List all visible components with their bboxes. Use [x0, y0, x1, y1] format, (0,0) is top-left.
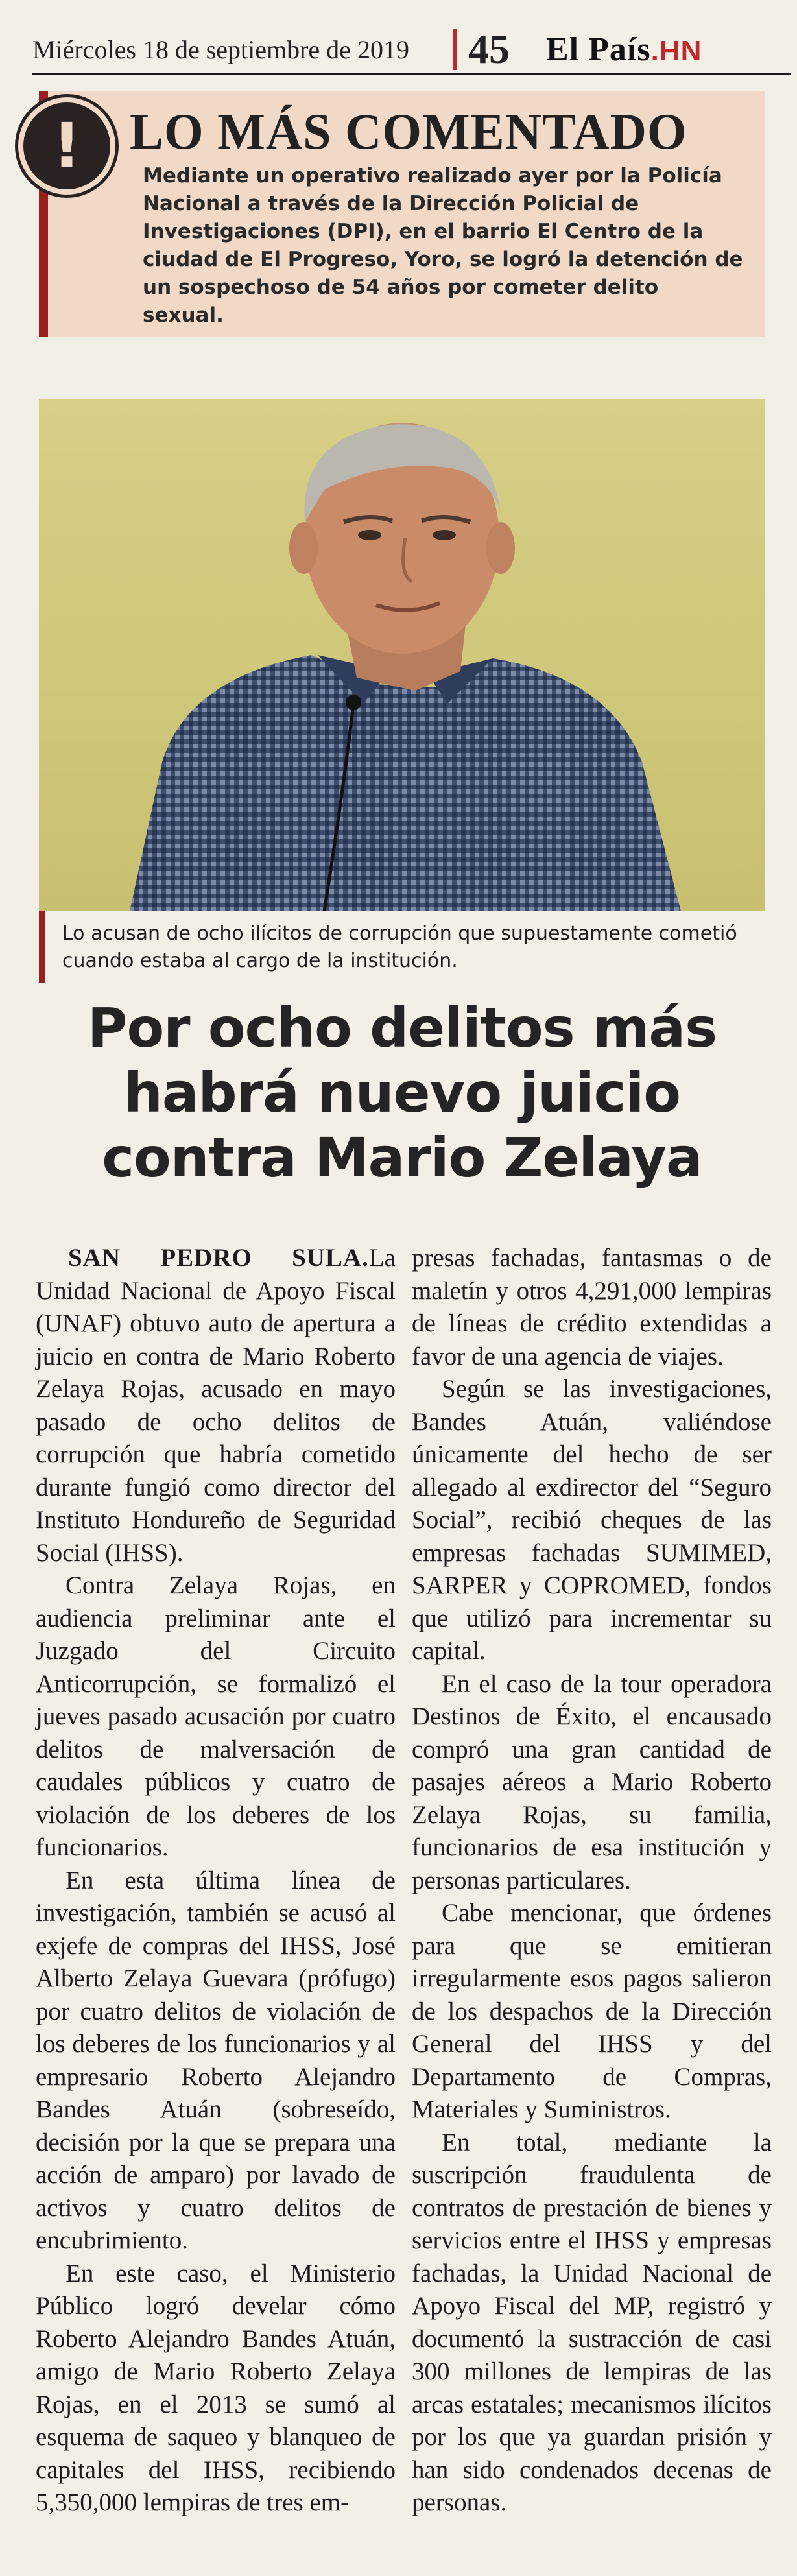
page-number: 45: [468, 26, 510, 72]
brand-logo: [546, 30, 702, 69]
issue-date: Miércoles 18 de septiembre de 2019: [32, 34, 409, 64]
article-column-right: [412, 1242, 772, 2520]
article-headline: Por ocho delitos más habrá nuevo juicio contra Mario Zelaya: [87, 996, 717, 1189]
portrait-illustration: [39, 399, 765, 911]
exclamation-circle-icon: !: [18, 97, 115, 195]
article-column-left: [36, 1242, 396, 2520]
masthead-divider: [453, 29, 457, 70]
article-paragraph: presas fachadas, fantasmas o de maletín y otros 4,291,000 lempiras de líneas de crédito extendidas a favor de una agencia de viajes.: [412, 1244, 772, 1370]
article-paragraph: Cabe mencionar, que órdenes para que se emitieran irregularmente esos pagos salieron de los despachos de la Dirección General del IHSS y del Departamento de Compras, Materiales y Suministros.: [412, 1899, 772, 2123]
article-paragraph: En esta última línea de investigación, también se acusó al exjefe de compras del IHSS, José Alberto Zelaya Guevara (prófugo) por cuatro delitos de violación de los deberes de los funcionarios y al empresario Roberto Alejandro Bandes Atuán (sobreseído, decisión por la que se prepara una acción de amparo) por lavado de activos y cuatro delitos de encubrimiento.: [36, 1866, 396, 2254]
article-paragraph: Contra Zelaya Rojas, en audiencia preliminar ante el Juzgado del Circuito Anticorrupción, se formalizó el jueves pasado acusación por cuatro delitos de malversación de caudales públicos y cuatro de violación de los deberes de los funcionarios.: [36, 1571, 396, 1861]
masthead: [32, 26, 791, 75]
brand-tld: .HN: [650, 34, 702, 67]
article-paragraph: Según se las investigaciones, Bandes Atuán, valiéndose únicamente del hecho de ser allegado al exdirector del “Seguro Social”, recibió cheques de las empresas fachadas SUMIMED, SARPER y COPROMED, fondos que utilizó para incrementar su capital.: [412, 1375, 772, 1665]
article-paragraph: SAN PEDRO SULA.La Unidad Nacional de Apoyo Fiscal (UNAF) obtuvo auto de apertura a juicio en contra de Mario Roberto Zelaya Rojas, acusado en mayo pasado de ocho delitos de corrupción que habría cometido durante fungió como director del Instituto Hondureño de Seguridad Social (IHSS).: [36, 1244, 396, 1567]
most-commented-text: Mediante un operativo realizado ayer por la Policía Nacional a través de la Dirección Policial de Investigaciones (DPI), en el barrio El Centro de la ciudad de El Progreso, Yoro, se logró la detención de un sospechoso de 54 años por cometer delito sexual.: [143, 164, 743, 327]
article-paragraph: En total, mediante la suscripción fraudulenta de contratos de prestación de bienes y servicios entre el IHSS y empresas fachadas, la Unidad Nacional de Apoyo Fiscal del MP, registró y documentó la sustracción de casi 300 millones de lempiras de las arcas estatales; mecanismos ilícitos por los que ya guardan prisión y han sido condenados decenas de personas.: [412, 2128, 772, 2516]
brand-name: El País: [546, 30, 651, 68]
most-commented-title: LO MÁS COMENTADO: [130, 103, 687, 160]
article-paragraph: En este caso, el Ministerio Público logró develar cómo Roberto Alejandro Bandes Atuán, amigo de Mario Roberto Zelaya Rojas, en el 2013 se sumó al esquema de saqueo y blanqueo de capitales del IHSS, recibiendo 5,350,000 lempiras de tres em-: [36, 2259, 396, 2516]
article-photo: [39, 399, 765, 911]
article-dateline: SAN PEDRO SULA.: [68, 1244, 369, 1272]
article-paragraph: En el caso de la tour operadora Destinos de Éxito, el encausado compró una gran cantidad de pasajes aéreos a Mario Roberto Zelaya Rojas, su familia, funcionarios de esa institución y personas particulares.: [412, 1669, 772, 1894]
photo-caption: Lo acusan de ocho ilícitos de corrupción que supuestamente cometió cuando estaba al cargo de la institución.: [39, 911, 765, 983]
